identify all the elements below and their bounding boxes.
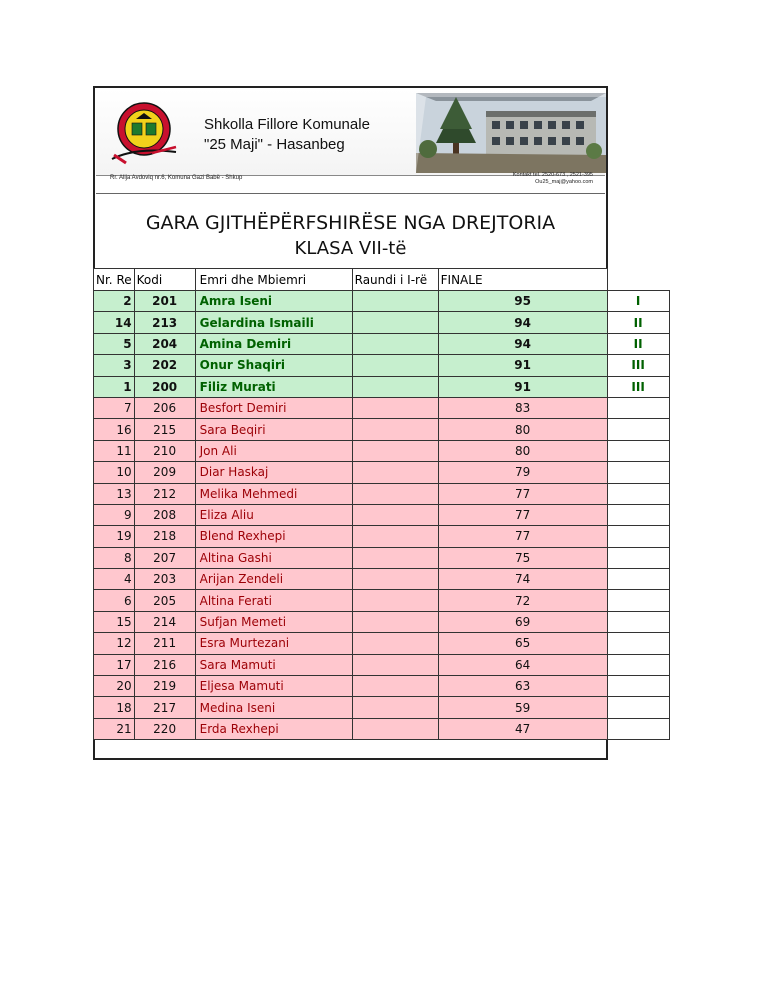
- cell-round1: [352, 633, 438, 654]
- cell-nr: 2: [94, 291, 135, 312]
- competition-title: [95, 210, 606, 262]
- header-round1: Raundi i I-rë: [352, 269, 438, 291]
- cell-name: Amina Demiri: [195, 333, 352, 354]
- cell-final: 64: [438, 654, 607, 675]
- cell-nr: 10: [94, 462, 135, 483]
- table-row: [94, 526, 670, 547]
- cell-nr: 14: [94, 312, 135, 333]
- cell-code: 203: [134, 569, 195, 590]
- letterhead-banner: [96, 89, 605, 176]
- cell-name: Eliza Aliu: [195, 504, 352, 525]
- table-row: [94, 504, 670, 525]
- cell-code: 200: [134, 376, 195, 397]
- cell-name: Medina Iseni: [195, 697, 352, 718]
- cell-name: Esra Murtezani: [195, 633, 352, 654]
- table-row: [94, 462, 670, 483]
- cell-rank: [607, 526, 669, 547]
- cell-name: Diar Haskaj: [195, 462, 352, 483]
- table-row: [94, 633, 670, 654]
- table-row: [94, 547, 670, 568]
- cell-name: Erda Rexhepi: [195, 718, 352, 739]
- cell-nr: 21: [94, 718, 135, 739]
- cell-code: 215: [134, 419, 195, 440]
- cell-final: 79: [438, 462, 607, 483]
- cell-round1: [352, 654, 438, 675]
- table-header-row: [94, 269, 670, 291]
- cell-name: Besfort Demiri: [195, 397, 352, 418]
- school-logo-icon: [106, 97, 181, 167]
- cell-rank: [607, 462, 669, 483]
- cell-rank: [607, 654, 669, 675]
- cell-code: 207: [134, 547, 195, 568]
- cell-code: 216: [134, 654, 195, 675]
- cell-final: 47: [438, 718, 607, 739]
- cell-final: 94: [438, 312, 607, 333]
- cell-round1: [352, 419, 438, 440]
- cell-final: 91: [438, 355, 607, 376]
- cell-rank: I: [607, 291, 669, 312]
- header-code: Kodi: [134, 269, 195, 291]
- cell-nr: 4: [94, 569, 135, 590]
- cell-rank: III: [607, 376, 669, 397]
- cell-rank: [607, 547, 669, 568]
- cell-final: 91: [438, 376, 607, 397]
- cell-final: 80: [438, 440, 607, 461]
- cell-rank: [607, 483, 669, 504]
- cell-code: 212: [134, 483, 195, 504]
- title-line2: KLASA VII-të: [294, 238, 407, 259]
- cell-name: Blend Rexhepi: [195, 526, 352, 547]
- results-rows: [94, 291, 670, 740]
- header-final: FINALE: [438, 269, 607, 291]
- cell-code: 210: [134, 440, 195, 461]
- table-row: [94, 419, 670, 440]
- cell-final: 77: [438, 483, 607, 504]
- cell-nr: 3: [94, 355, 135, 376]
- school-name-line2: "25 Maji" - Hasanbeg: [204, 136, 345, 153]
- cell-nr: 17: [94, 654, 135, 675]
- cell-rank: [607, 440, 669, 461]
- cell-nr: 1: [94, 376, 135, 397]
- table-row: [94, 397, 670, 418]
- results-table: [93, 268, 670, 740]
- cell-rank: [607, 504, 669, 525]
- cell-code: 211: [134, 633, 195, 654]
- cell-round1: [352, 547, 438, 568]
- header-name: Emri dhe Mbiemri: [195, 269, 352, 291]
- cell-final: 80: [438, 419, 607, 440]
- cell-code: 208: [134, 504, 195, 525]
- cell-rank: [607, 718, 669, 739]
- cell-name: Altina Gashi: [195, 547, 352, 568]
- cell-final: 63: [438, 676, 607, 697]
- table-row: [94, 611, 670, 632]
- contact-phone: Kontakt tel. 2520-673 , 2521-395: [512, 172, 593, 178]
- cell-name: Jon Ali: [195, 440, 352, 461]
- cell-nr: 8: [94, 547, 135, 568]
- cell-name: Arijan Zendeli: [195, 569, 352, 590]
- cell-round1: [352, 526, 438, 547]
- cell-code: 206: [134, 397, 195, 418]
- cell-nr: 15: [94, 611, 135, 632]
- cell-nr: 16: [94, 419, 135, 440]
- table-row: [94, 483, 670, 504]
- cell-final: 95: [438, 291, 607, 312]
- table-row: [94, 697, 670, 718]
- table-row: [94, 654, 670, 675]
- cell-rank: [607, 569, 669, 590]
- cell-round1: [352, 355, 438, 376]
- cell-code: 213: [134, 312, 195, 333]
- cell-code: 217: [134, 697, 195, 718]
- cell-round1: [352, 590, 438, 611]
- contact-email: Ou25_maj@yahoo.com: [535, 179, 593, 185]
- cell-name: Onur Shaqiri: [195, 355, 352, 376]
- cell-rank: [607, 611, 669, 632]
- cell-final: 75: [438, 547, 607, 568]
- table-row: [94, 355, 670, 376]
- cell-round1: [352, 676, 438, 697]
- cell-final: 77: [438, 526, 607, 547]
- cell-code: 209: [134, 462, 195, 483]
- cell-rank: [607, 397, 669, 418]
- cell-round1: [352, 611, 438, 632]
- cell-round1: [352, 397, 438, 418]
- cell-nr: 18: [94, 697, 135, 718]
- cell-final: 65: [438, 633, 607, 654]
- table-row: [94, 718, 670, 739]
- cell-code: 218: [134, 526, 195, 547]
- table-row: [94, 569, 670, 590]
- cell-code: 219: [134, 676, 195, 697]
- cell-round1: [352, 376, 438, 397]
- school-name: [204, 115, 370, 155]
- cell-code: 201: [134, 291, 195, 312]
- cell-nr: 13: [94, 483, 135, 504]
- cell-nr: 5: [94, 333, 135, 354]
- cell-rank: II: [607, 333, 669, 354]
- table-row: [94, 590, 670, 611]
- cell-final: 74: [438, 569, 607, 590]
- cell-nr: 9: [94, 504, 135, 525]
- cell-final: 59: [438, 697, 607, 718]
- cell-round1: [352, 333, 438, 354]
- cell-final: 77: [438, 504, 607, 525]
- header-nr: Nr. Re: [94, 269, 135, 291]
- cell-round1: [352, 697, 438, 718]
- table-row: [94, 291, 670, 312]
- cell-rank: II: [607, 312, 669, 333]
- cell-code: 205: [134, 590, 195, 611]
- cell-round1: [352, 440, 438, 461]
- cell-final: 72: [438, 590, 607, 611]
- cell-name: Amra Iseni: [195, 291, 352, 312]
- cell-round1: [352, 718, 438, 739]
- header-rank: [607, 269, 669, 291]
- cell-round1: [352, 569, 438, 590]
- cell-round1: [352, 312, 438, 333]
- cell-rank: [607, 697, 669, 718]
- letterhead: [96, 89, 605, 194]
- cell-nr: 11: [94, 440, 135, 461]
- cell-final: 94: [438, 333, 607, 354]
- cell-final: 69: [438, 611, 607, 632]
- cell-final: 83: [438, 397, 607, 418]
- cell-rank: [607, 419, 669, 440]
- cell-round1: [352, 291, 438, 312]
- cell-name: Melika Mehmedi: [195, 483, 352, 504]
- cell-rank: [607, 590, 669, 611]
- cell-round1: [352, 462, 438, 483]
- cell-round1: [352, 504, 438, 525]
- cell-name: Eljesa Mamuti: [195, 676, 352, 697]
- cell-name: Sara Mamuti: [195, 654, 352, 675]
- cell-code: 204: [134, 333, 195, 354]
- table-row: [94, 312, 670, 333]
- table-row: [94, 440, 670, 461]
- cell-name: Filiz Murati: [195, 376, 352, 397]
- cell-nr: 20: [94, 676, 135, 697]
- cell-nr: 7: [94, 397, 135, 418]
- cell-name: Sara Beqiri: [195, 419, 352, 440]
- cell-rank: III: [607, 355, 669, 376]
- school-name-line1: Shkolla Fillore Komunale: [204, 116, 370, 133]
- school-contact: [513, 172, 593, 186]
- cell-nr: 6: [94, 590, 135, 611]
- cell-rank: [607, 633, 669, 654]
- cell-name: Gelardina Ismaili: [195, 312, 352, 333]
- table-row: [94, 676, 670, 697]
- cell-nr: 12: [94, 633, 135, 654]
- table-row: [94, 376, 670, 397]
- cell-round1: [352, 483, 438, 504]
- title-line1: GARA GJITHËPËRFSHIRËSE NGA DREJTORIA: [145, 212, 556, 234]
- cell-code: 214: [134, 611, 195, 632]
- cell-name: Altina Ferati: [195, 590, 352, 611]
- school-building-photo: [416, 93, 606, 173]
- cell-code: 202: [134, 355, 195, 376]
- cell-nr: 19: [94, 526, 135, 547]
- school-address: Rr. Alija Avdoviq nr.6, Komuna Gazi Babë - Shkup: [110, 175, 243, 181]
- cell-code: 220: [134, 718, 195, 739]
- table-row: [94, 333, 670, 354]
- cell-name: Sufjan Memeti: [195, 611, 352, 632]
- cell-rank: [607, 676, 669, 697]
